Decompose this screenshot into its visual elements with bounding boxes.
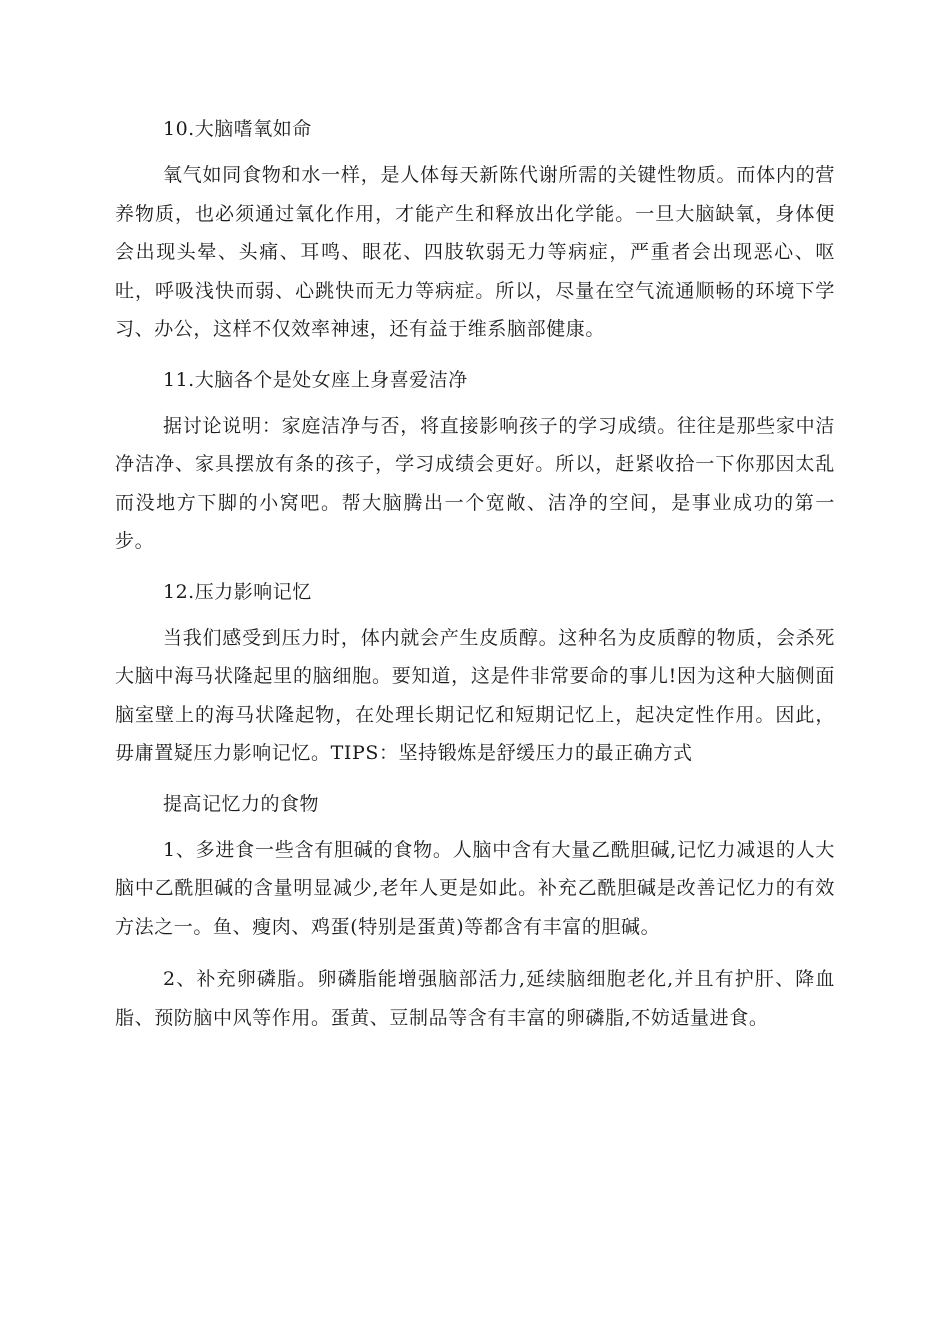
- section-paragraph-10: 氧气如同食物和水一样，是人体每天新陈代谢所需的关键性物质。而体内的营养物质，也必须通过氧化作用，才能产生和释放出化学能。一旦大脑缺氧，身体便会出现头晕、头痛、耳鸣、眼花、四肢软弱无力等病症，严重者会出现恶心、呕吐，呼吸浅快而弱、心跳快而无力等病症。所以，尽量在空气流通顺畅的环境下学习、办公，这样不仅效率神速，还有益于维系脑部健康。: [115, 164, 835, 340]
- section-heading-11: 11.大脑各个是处女座上身喜爱洁净: [163, 368, 468, 391]
- section-heading-12: 12.压力影响记忆: [163, 580, 312, 603]
- food-item-2: 2、补充卵磷脂。卵磷脂能增强脑部活力,延续脑细胞老化,并且有护肝、降血脂、预防脑中风等作用。蛋黄、豆制品等含有丰富的卵磷脂,不妨适量进食。: [115, 968, 835, 1029]
- food-item-1: 1、多进食一些含有胆碱的食物。人脑中含有大量乙酰胆碱,记忆力减退的人大脑中乙酰胆碱的含量明显减少,老年人更是如此。补充乙酰胆碱是改善记忆力的有效方法之一。鱼、瘦肉、鸡蛋(特别是蛋黄)等都含有丰富的胆碱。: [115, 838, 835, 938]
- document-body: [115, 112, 835, 1051]
- section-paragraph-12: 当我们感受到压力时，体内就会产生皮质醇。这种名为皮质醇的物质，会杀死大脑中海马状隆起里的脑细胞。要知道，这是件非常要命的事儿!因为这种大脑侧面脑室壁上的海马状隆起物，在处理长期记忆和短期记忆上，起决定性作用。因此，毋庸置疑压力影响记忆。TIPS：坚持锻炼是舒缓压力的最正确方式: [115, 626, 835, 764]
- food-section-heading: 提高记忆力的食物: [163, 792, 320, 815]
- section-heading-10: 10.大脑嗜氧如命: [163, 118, 312, 140]
- section-paragraph-11: 据讨论说明：家庭洁净与否，将直接影响孩子的学习成绩。往往是那些家中洁净洁净、家具摆放有条的孩子，学习成绩会更好。所以，赶紧收拾一下你那因太乱而没地方下脚的小窝吧。帮大脑腾出一个宽敞、洁净的空间，是事业成功的第一步。: [115, 414, 835, 552]
